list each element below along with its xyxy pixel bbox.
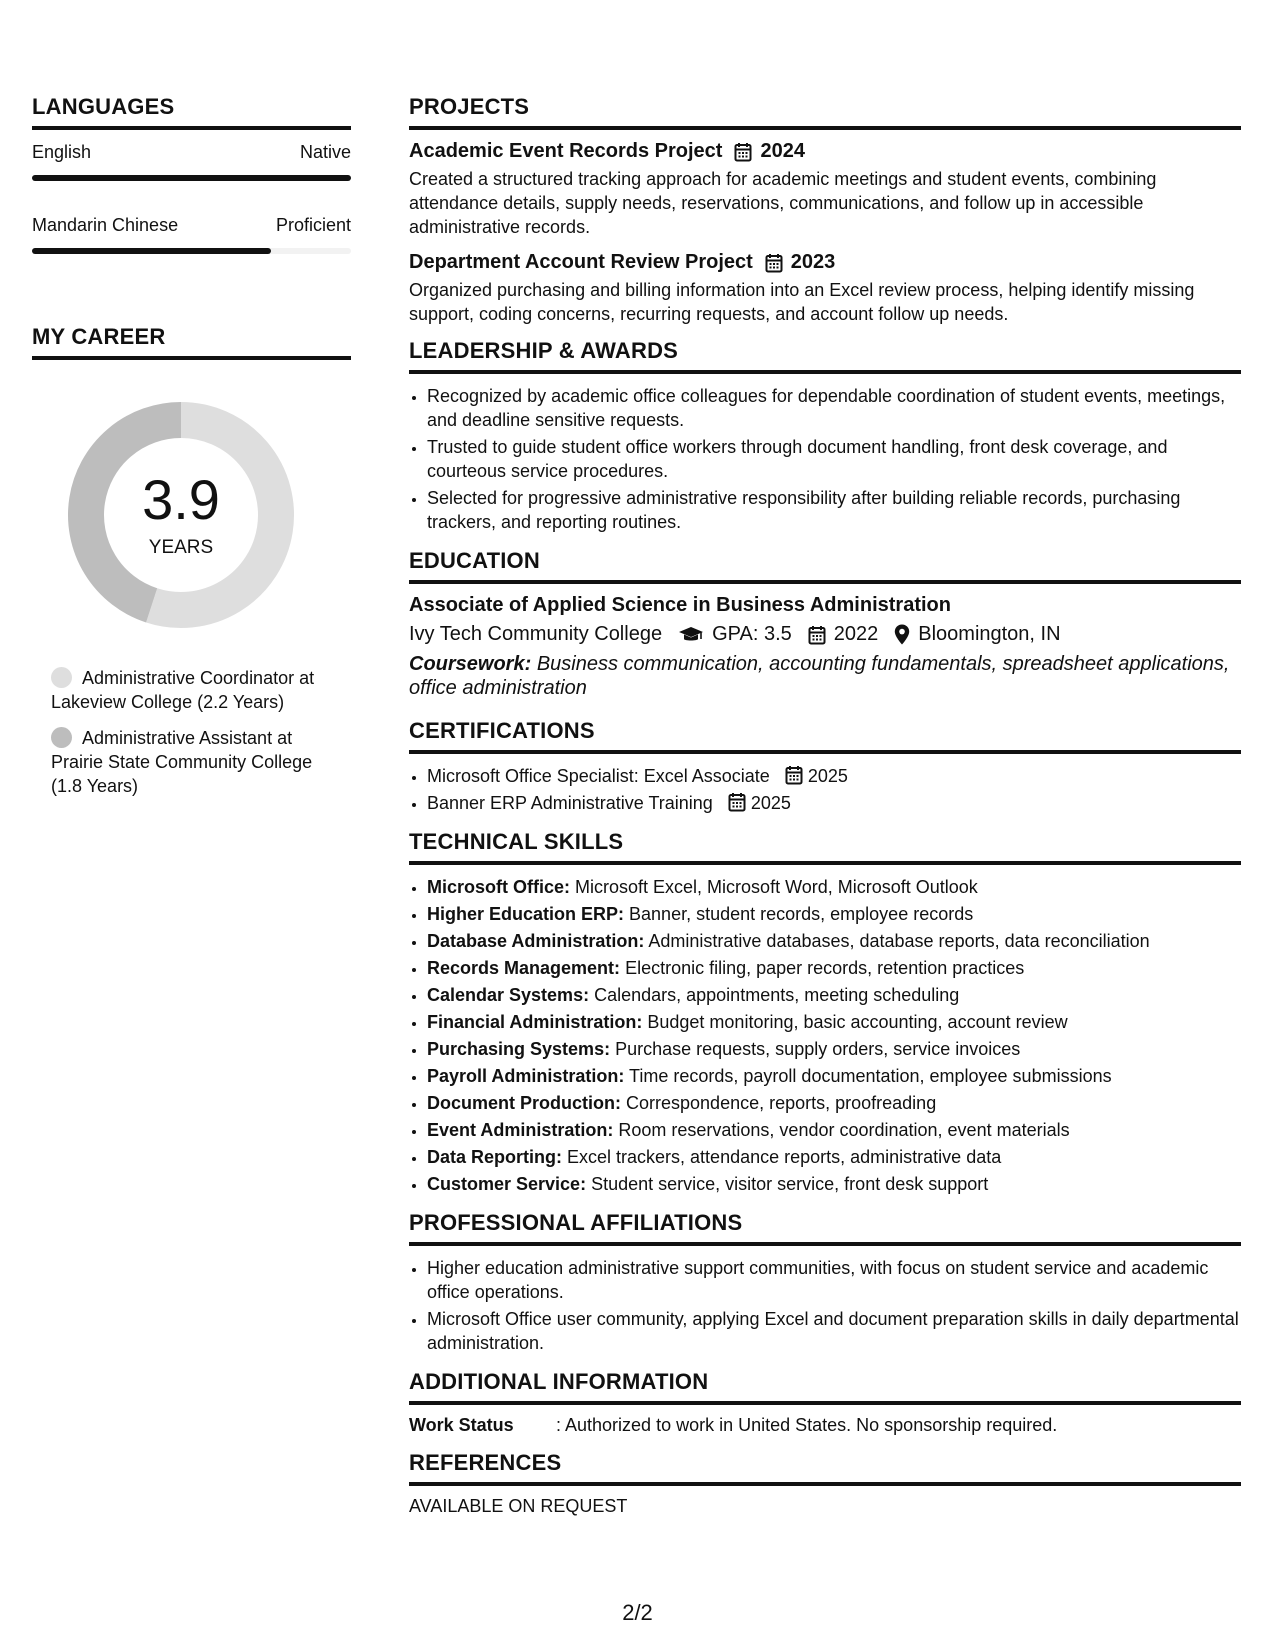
language-proficiency-fill	[32, 248, 271, 254]
language-item	[32, 142, 351, 181]
graduation-cap-icon	[678, 626, 704, 644]
affiliation-item: • Microsoft Office user community, applying Excel and document preparation skills in daily departmental administration.	[427, 1307, 1241, 1355]
skill-value: Budget monitoring, basic accounting, account review	[647, 1012, 1068, 1032]
calendar-icon	[808, 625, 826, 645]
language-item	[32, 215, 351, 254]
certifications-list	[409, 764, 1241, 815]
skill-value: Time records, payroll documentation, employee submissions	[629, 1066, 1112, 1086]
skill-label: Database Administration:	[427, 931, 645, 951]
career-legend	[51, 666, 331, 798]
language-name: Mandarin Chinese	[32, 215, 179, 235]
education-degree: Associate of Applied Science in Business Administration	[409, 594, 951, 616]
language-proficiency-fill	[32, 175, 351, 181]
references-text: AVAILABLE ON REQUEST	[409, 1496, 628, 1516]
leadership-item: • Selected for progressive administrative responsibility after building reliable records, purchasing trackers, and reporting routines.	[427, 486, 1241, 534]
education-school: Ivy Tech Community College	[409, 623, 663, 645]
certification-name: Banner ERP Administrative Training	[427, 793, 713, 813]
certification-item	[427, 791, 1241, 815]
work-status-label: Work Status	[409, 1415, 514, 1435]
certification-name: Microsoft Office Specialist: Excel Associate	[427, 766, 770, 786]
skill-label: Financial Administration:	[427, 1012, 643, 1032]
affiliation-item: • Higher education administrative support communities, with focus on student service and academic office operations.	[427, 1256, 1241, 1304]
career-legend-label: Administrative Coordinator at Lakeview College (2.2 Years)	[51, 668, 315, 712]
education-year: 2022	[833, 623, 879, 645]
left-column	[32, 94, 351, 810]
leadership-item: • Recognized by academic office colleagues for dependable coordination of student events, meetings, and deadline sensitive requests.	[427, 384, 1241, 432]
skill-value: Microsoft Excel, Microsoft Word, Microsoft Outlook	[575, 877, 978, 897]
skill-item	[427, 1118, 1241, 1142]
skill-value: Banner, student records, employee records	[629, 904, 974, 924]
career-legend-item	[51, 666, 331, 714]
languages-heading: LANGUAGES	[32, 94, 351, 130]
location-pin-icon	[894, 624, 910, 645]
certification-year: 2025	[807, 766, 848, 786]
skill-item	[427, 929, 1241, 953]
skills-list	[409, 875, 1241, 1196]
career-legend-item	[51, 726, 331, 798]
leadership-item: • Trusted to guide student office workers through document handling, front desk coverage, and courteous service procedures.	[427, 435, 1241, 483]
project-name: Department Account Review Project	[409, 251, 753, 273]
work-status-value: : Authorized to work in United States. No sponsorship required.	[556, 1415, 1058, 1435]
legend-dot-icon	[51, 667, 72, 688]
career-total-unit: YEARS	[148, 537, 214, 558]
skill-value: Administrative databases, database reports, data reconciliation	[648, 931, 1150, 951]
leadership-list	[409, 384, 1241, 534]
skill-item	[427, 1037, 1241, 1061]
skill-label: Customer Service:	[427, 1174, 587, 1194]
project-description: Organized purchasing and billing information into an Excel review process, helping identify missing support, coding concerns, recurring requests, and account follow up needs.	[409, 280, 1195, 324]
project-item	[409, 251, 1241, 326]
skill-item	[427, 1064, 1241, 1088]
skill-item	[427, 1145, 1241, 1169]
language-name: English	[32, 142, 92, 162]
skill-value: Electronic filing, paper records, retention practices	[625, 958, 1025, 978]
additional-info-heading: ADDITIONAL INFORMATION	[409, 1369, 1241, 1405]
education-location-group	[894, 623, 1060, 646]
calendar-icon	[785, 765, 803, 785]
legend-dot-icon	[51, 727, 72, 748]
project-date	[734, 140, 805, 163]
education-gpa-group	[678, 623, 792, 646]
career-legend-label: Administrative Assistant at Prairie State Community College (1.8 Years)	[51, 728, 313, 796]
work-status	[409, 1415, 1241, 1436]
skill-value: Purchase requests, supply orders, service invoices	[615, 1039, 1021, 1059]
project-description: Created a structured tracking approach for academic meetings and student events, combining attendance details, supply needs, reservations, communications, and follow up in accessible administrative records.	[409, 169, 1157, 237]
skill-label: Document Production:	[427, 1093, 621, 1113]
career-heading: MY CAREER	[32, 324, 351, 360]
skill-item	[427, 1172, 1241, 1196]
affiliations-list	[409, 1256, 1241, 1355]
skill-label: Purchasing Systems:	[427, 1039, 611, 1059]
certifications-heading: CERTIFICATIONS	[409, 718, 1241, 754]
skill-item	[427, 1010, 1241, 1034]
skill-label: Microsoft Office:	[427, 877, 571, 897]
skill-label: Calendar Systems:	[427, 985, 590, 1005]
language-level: Proficient	[275, 215, 351, 235]
project-item	[409, 140, 1241, 239]
certification-year: 2025	[750, 793, 791, 813]
affiliations-heading: PROFESSIONAL AFFILIATIONS	[409, 1210, 1241, 1246]
project-name: Academic Event Records Project	[409, 140, 723, 162]
page-number: 2/2	[622, 1600, 653, 1625]
skill-item	[427, 902, 1241, 926]
skill-value: Excel trackers, attendance reports, administrative data	[567, 1147, 1002, 1167]
project-year: 2023	[790, 251, 836, 273]
education-coursework	[409, 652, 1241, 700]
education-heading: EDUCATION	[409, 548, 1241, 584]
education-details	[409, 623, 1241, 646]
calendar-icon	[728, 792, 746, 812]
language-level: Native	[299, 142, 351, 162]
project-date	[765, 251, 836, 274]
skill-label: Data Reporting:	[427, 1147, 562, 1167]
skill-item	[427, 875, 1241, 899]
language-proficiency-bar	[32, 248, 351, 254]
skill-value: Student service, visitor service, front desk support	[591, 1174, 989, 1194]
language-proficiency-bar	[32, 175, 351, 181]
skill-item	[427, 983, 1241, 1007]
leadership-heading: LEADERSHIP & AWARDS	[409, 338, 1241, 374]
skill-value: Room reservations, vendor coordination, event materials	[618, 1120, 1070, 1140]
education-year-group	[808, 623, 879, 646]
skill-label: Records Management:	[427, 958, 621, 978]
career-donut-chart	[66, 400, 296, 630]
skill-item	[427, 1091, 1241, 1115]
skill-label: Higher Education ERP:	[427, 904, 625, 924]
calendar-icon	[734, 142, 752, 162]
skill-label: Event Administration:	[427, 1120, 614, 1140]
education-location: Bloomington, IN	[918, 623, 1061, 645]
certification-item	[427, 764, 1241, 788]
right-column	[409, 94, 1241, 1517]
skills-heading: TECHNICAL SKILLS	[409, 829, 1241, 865]
skill-value: Calendars, appointments, meeting scheduling	[594, 985, 960, 1005]
references-heading: REFERENCES	[409, 1450, 1241, 1486]
project-year: 2024	[760, 140, 805, 162]
skill-item	[427, 956, 1241, 980]
calendar-icon	[765, 253, 783, 273]
skill-value: Correspondence, reports, proofreading	[626, 1093, 937, 1113]
career-total-years: 3.9	[142, 468, 220, 531]
coursework-label: Coursework:	[409, 653, 532, 675]
education-gpa: GPA: 3.5	[712, 623, 792, 645]
skill-label: Payroll Administration:	[427, 1066, 625, 1086]
coursework-text: Business communication, accounting fundamentals, spreadsheet applications, office administration	[409, 653, 1230, 699]
projects-heading: PROJECTS	[409, 94, 1241, 130]
